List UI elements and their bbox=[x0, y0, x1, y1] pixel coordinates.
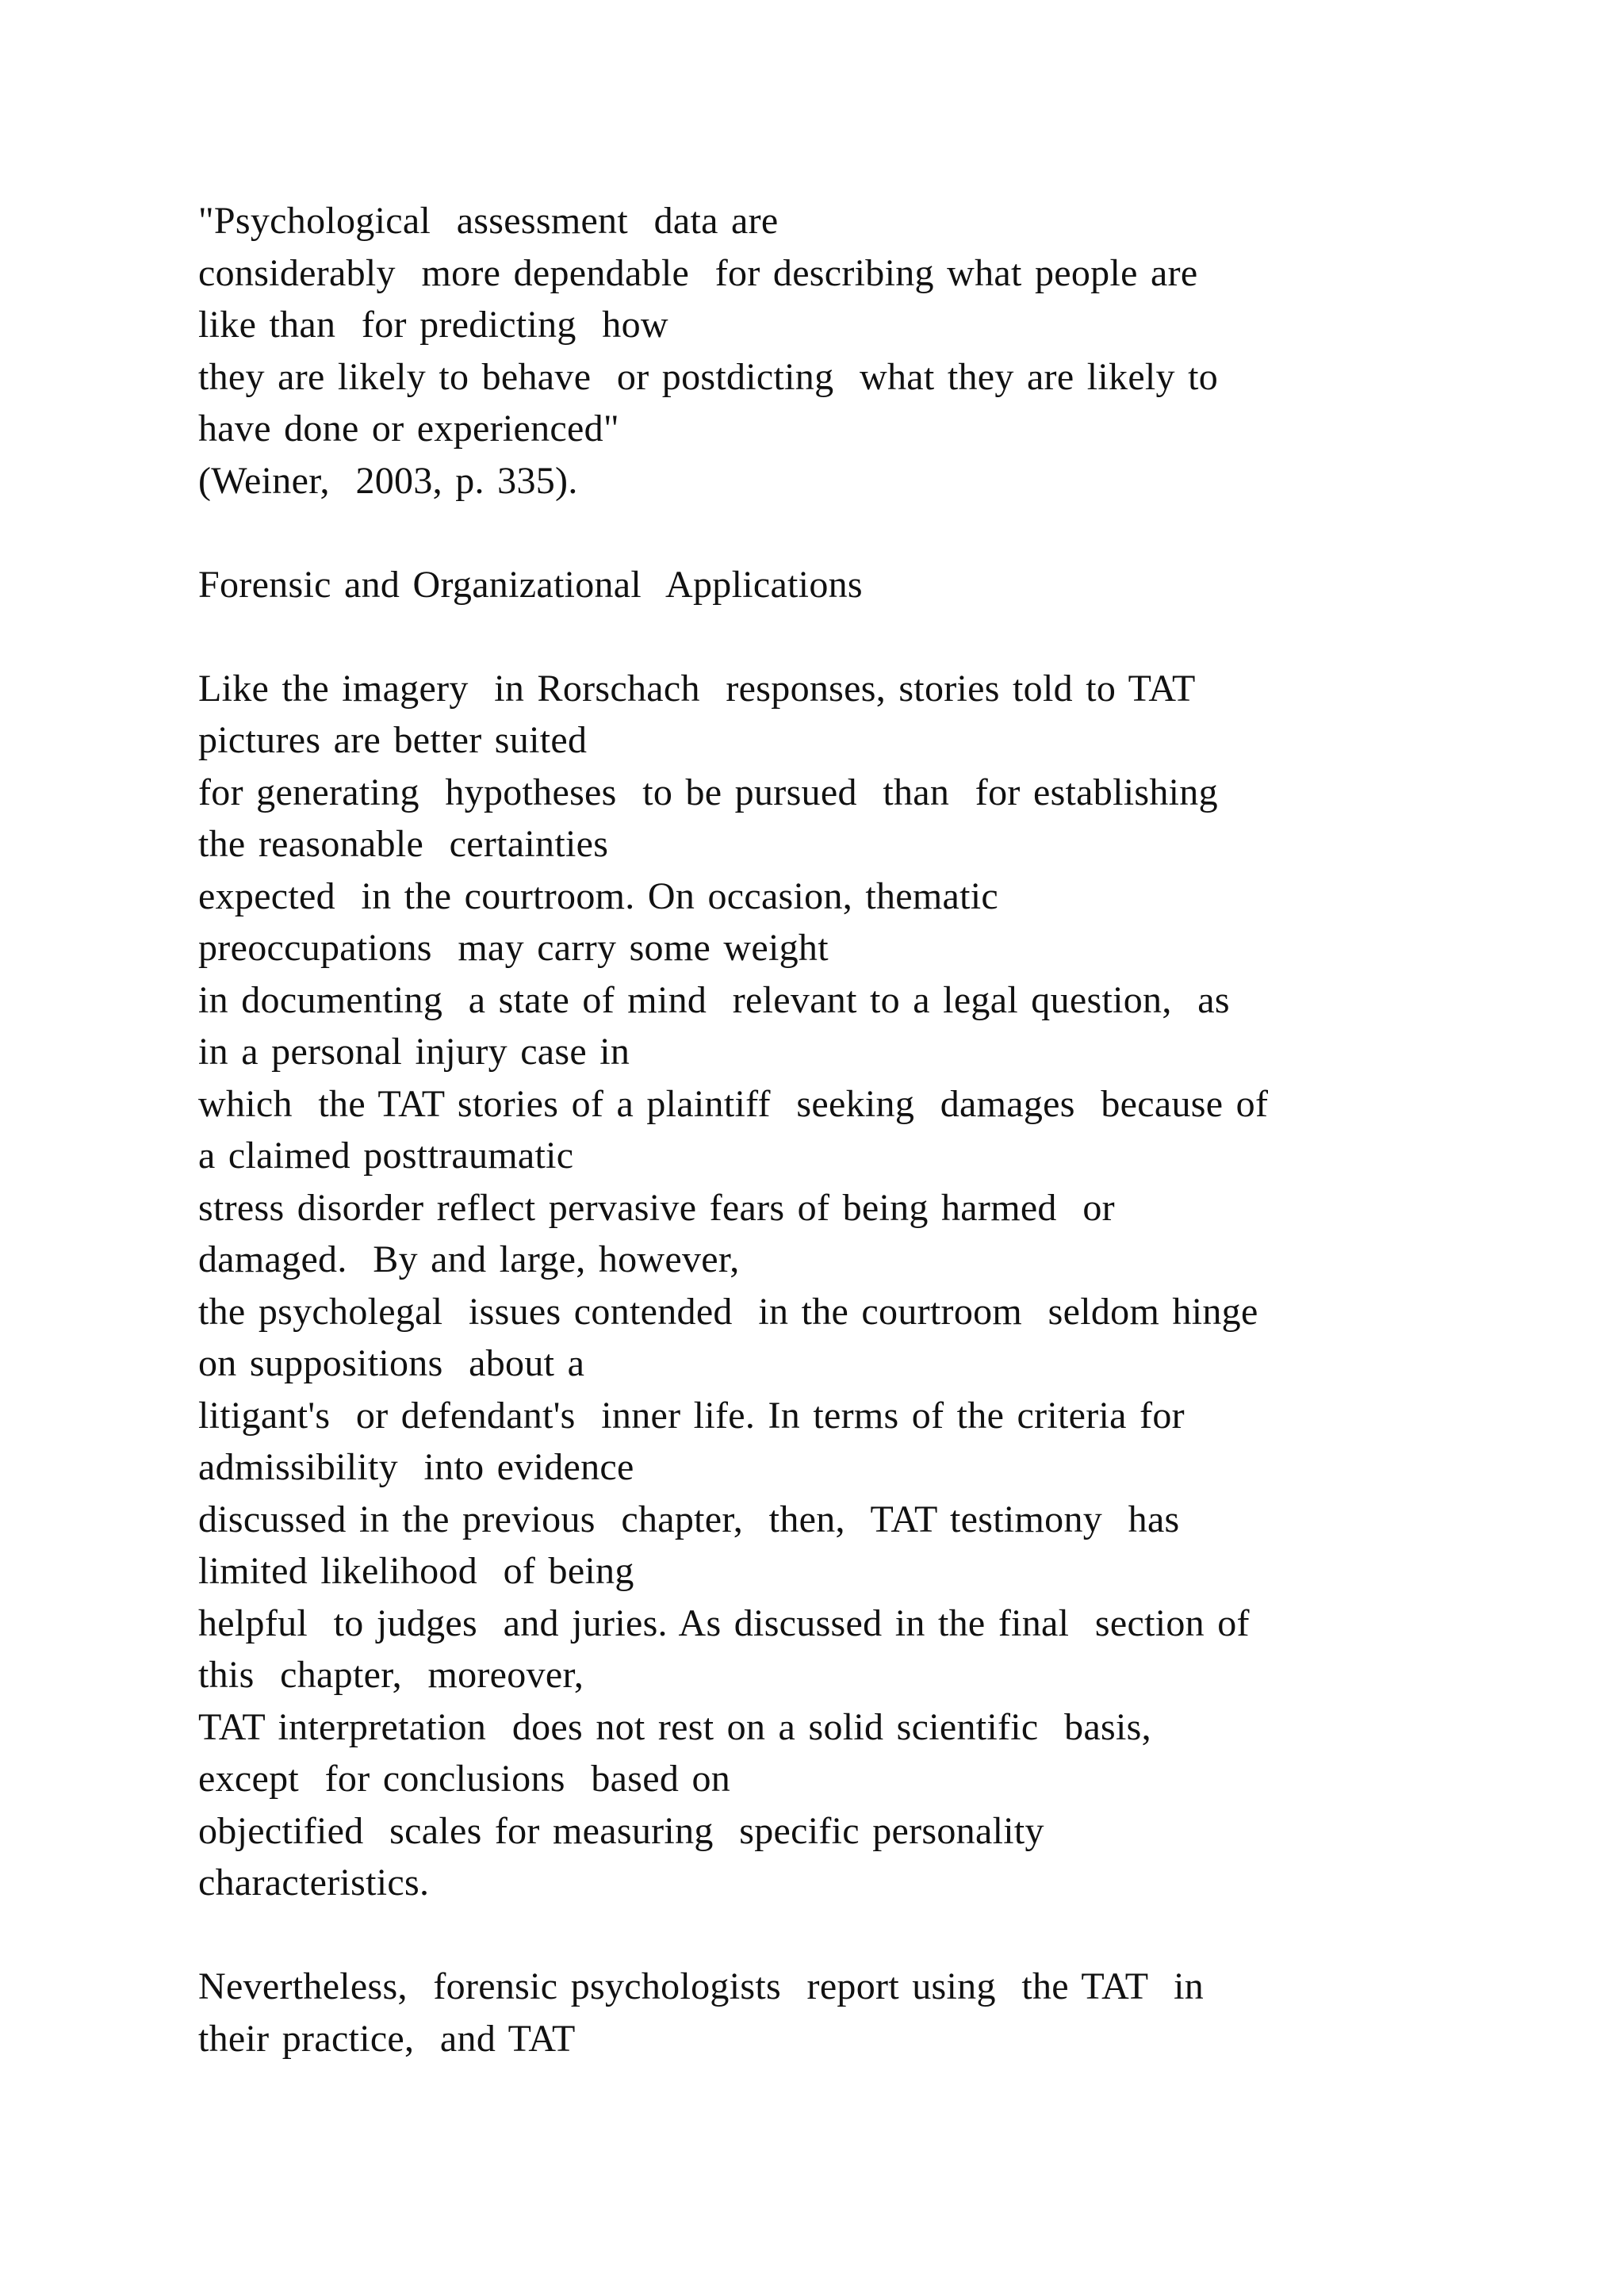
text-line: helpful to judges and juries. As discussed in the final section of bbox=[198, 1601, 1250, 1644]
paragraph-spacer bbox=[198, 1909, 1546, 1961]
document-body bbox=[198, 195, 1546, 2064]
text-line: like than for predicting how bbox=[198, 304, 668, 346]
section-heading bbox=[198, 559, 1546, 611]
text-line: limited likelihood of being bbox=[198, 1550, 634, 1592]
text-line: objectified scales for measuring specific personality bbox=[198, 1809, 1044, 1852]
text-line: in documenting a state of mind relevant to a legal question, as bbox=[198, 978, 1230, 1021]
text-line: considerably more dependable for describing what people are bbox=[198, 251, 1198, 294]
text-line: pictures are better suited bbox=[198, 719, 588, 761]
paragraph-body bbox=[198, 1961, 1546, 2064]
paragraph-quote bbox=[198, 195, 1546, 507]
text-line: preoccupations may carry some weight bbox=[198, 927, 829, 969]
heading-line: Forensic and Organizational Applications bbox=[198, 563, 863, 606]
text-line: except for conclusions based on bbox=[198, 1758, 731, 1800]
text-line: the reasonable certainties bbox=[198, 823, 609, 865]
text-line: a claimed posttraumatic bbox=[198, 1135, 574, 1177]
text-line: the psycholegal issues contended in the courtroom seldom hinge bbox=[198, 1290, 1258, 1333]
text-line: discussed in the previous chapter, then, TAT testimony has bbox=[198, 1498, 1180, 1540]
text-line: their practice, and TAT bbox=[198, 2017, 576, 2060]
text-line: damaged. By and large, however, bbox=[198, 1238, 740, 1280]
text-line: this chapter, moreover, bbox=[198, 1654, 584, 1696]
text-line: admissibility into evidence bbox=[198, 1446, 634, 1488]
text-line: Nevertheless, forensic psychologists report using the TAT in bbox=[198, 1965, 1205, 2007]
text-line: on suppositions about a bbox=[198, 1342, 585, 1384]
text-line: for generating hypotheses to be pursued than for establishing bbox=[198, 771, 1218, 813]
text-line: in a personal injury case in bbox=[198, 1031, 630, 1073]
paragraph-body bbox=[198, 663, 1546, 1909]
paragraph-spacer bbox=[198, 610, 1546, 663]
text-line: which the TAT stories of a plaintiff seeking damages because of bbox=[198, 1082, 1269, 1125]
text-line: characteristics. bbox=[198, 1862, 430, 1904]
text-line: expected in the courtroom. On occasion, thematic bbox=[198, 874, 999, 917]
text-line: Like the imagery in Rorschach responses, stories told to TAT bbox=[198, 667, 1196, 710]
text-line: stress disorder reflect pervasive fears of being harmed or bbox=[198, 1186, 1115, 1229]
paragraph-spacer bbox=[198, 507, 1546, 559]
text-line: they are likely to behave or postdicting what they are likely to bbox=[198, 355, 1219, 398]
text-line: (Weiner, 2003, p. 335). bbox=[198, 459, 578, 502]
text-line: litigant's or defendant's inner life. In terms of the criteria for bbox=[198, 1394, 1185, 1437]
text-line: TAT interpretation does not rest on a solid scientific basis, bbox=[198, 1705, 1151, 1748]
text-line: have done or experienced" bbox=[198, 408, 619, 450]
text-line: "Psychological assessment data are bbox=[198, 200, 779, 242]
